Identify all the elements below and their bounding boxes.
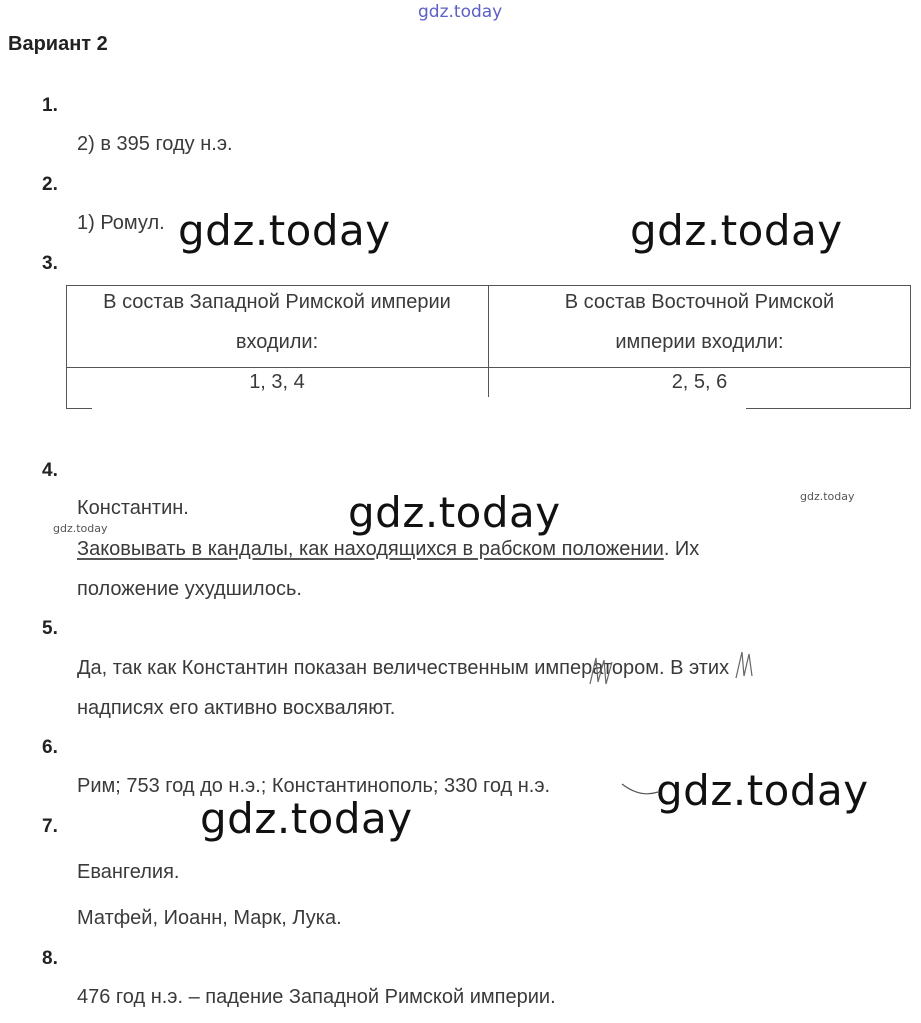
watermark-small: gdz.today (53, 522, 108, 535)
question-5-answer-line2: надписях его активно восхваляют. (77, 697, 396, 719)
watermark-big: gdz.today (178, 206, 391, 255)
question-8-answer: 476 год н.э. – падение Западной Римской империи. (77, 986, 556, 1008)
question-4-answer-line2 (77, 538, 699, 561)
question-5-number: 5. (42, 618, 58, 639)
question-1-answer: 2) в 395 году н.э. (77, 133, 233, 155)
watermark-top: gdz.today (418, 2, 503, 22)
question-8-number: 8. (42, 948, 58, 969)
underlined-phrase: Заковывать в кандалы, как находящихся в рабском положении (77, 538, 664, 560)
table-cell-west-value: 1, 3, 4 (249, 371, 305, 393)
scribble-mark (586, 654, 616, 688)
answer-text: . Их (663, 538, 700, 560)
question-6-answer: Рим; 753 год до н.э.; Константинополь; 330 год н.э. (77, 775, 551, 797)
question-3-number: 3. (42, 253, 58, 274)
question-4-answer: Константин. (77, 497, 189, 519)
watermark-big: gdz.today (348, 488, 561, 537)
question-2-number: 2. (42, 174, 58, 195)
question-2-answer: 1) Ромул. (77, 212, 165, 234)
table-border (66, 408, 92, 409)
question-4-number: 4. (42, 460, 58, 481)
question-1-number: 1. (42, 95, 58, 116)
question-7-answer-line2: Матфей, Иоанн, Марк, Лука. (77, 907, 342, 929)
answer-table (66, 285, 911, 409)
table-header-east-line1: В состав Восточной Римской (564, 291, 835, 313)
question-5-answer-line1: Да, так как Константин показан величественным императором. В этих (77, 657, 730, 679)
watermark-big: gdz.today (656, 766, 869, 815)
scribble-mark (734, 648, 756, 682)
table-cell-east-value: 2, 5, 6 (671, 371, 728, 393)
table-border (746, 408, 911, 409)
table-header-west-line2: входили: (235, 331, 319, 353)
question-7-number: 7. (42, 816, 58, 837)
watermark-big: gdz.today (200, 794, 413, 843)
table-header-east-line2: империи входили: (615, 331, 784, 353)
page-title: Вариант 2 (8, 33, 108, 55)
table-header-west-line1: В состав Западной Римской империи (103, 291, 451, 313)
watermark-big: gdz.today (630, 206, 843, 255)
watermark-small: gdz.today (800, 490, 855, 503)
question-7-answer: Евангелия. (77, 861, 180, 883)
question-4-answer-line3: положение ухудшилось. (77, 578, 302, 600)
question-6-number: 6. (42, 737, 58, 758)
scribble-mark (620, 776, 660, 802)
